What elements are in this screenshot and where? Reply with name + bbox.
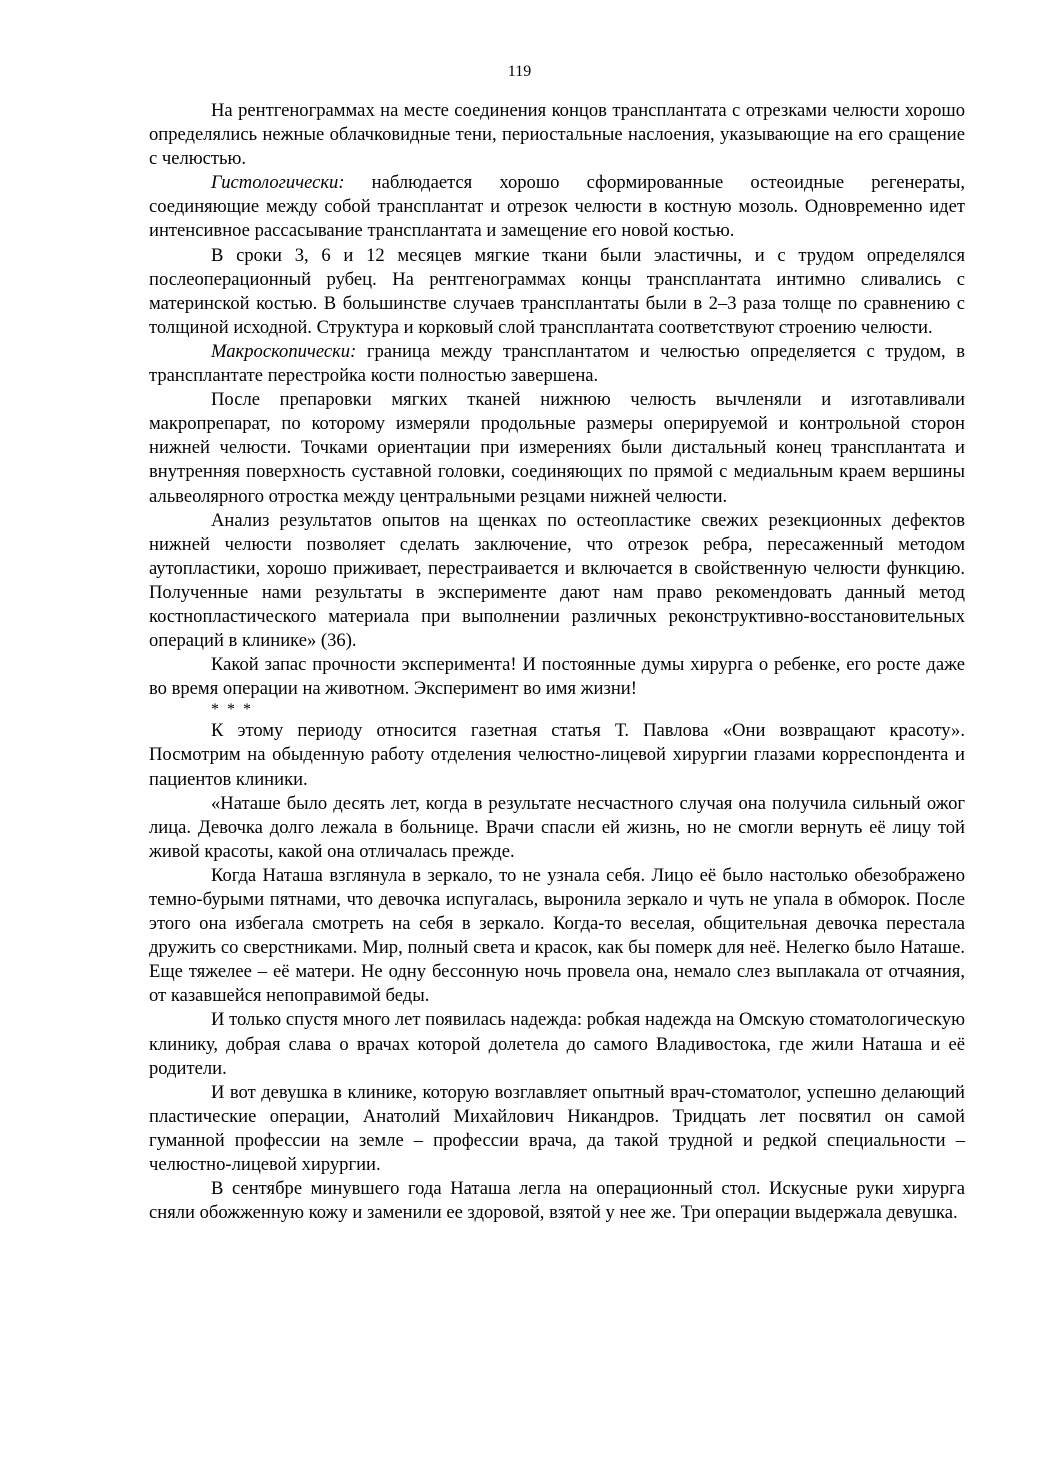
paragraph-text: граница между трансплантатом и челюстью определяется с трудом, в трансплантате перестройка кости полностью завершена. [149, 340, 965, 387]
paragraph-xray-findings [149, 99, 965, 171]
paragraph-text: На рентгенограммах на месте соединения концов трансплантата с отрезками челюсти хорошо определялись нежные облачковидные тени, периостальные наслоения, указывающие на его сращение с челюстью. [149, 100, 965, 170]
paragraph-natasha-burn [149, 792, 965, 864]
paragraph-conclusion [149, 509, 965, 654]
paragraph-macroscopy [149, 340, 965, 388]
paragraph-natasha-mirror [149, 864, 965, 1009]
paragraph-lead-italic: Макроскопически: [211, 340, 357, 362]
page-body [149, 99, 965, 1225]
paragraph-nikandrov [149, 1081, 965, 1177]
paragraph-text: И вот девушка в клинике, которую возглавляет опытный врач-стоматолог, успешно делающий пластические операции, Анатолий Михайлович Никандров. Тридцать лет посвятил он самой гуманной профессии на земле – профессии врача, да такой трудной и редкой специальности – челюстно-лицевой хирургии. [149, 1081, 965, 1176]
paragraph-hope [149, 1008, 965, 1080]
paragraph-text: Когда Наташа взглянула в зеркало, то не узнала себя. Лицо её было настолько обезображено темно-бурыми пятнами, что девочка испугалась, выронила зеркало и чуть не упала в обморок. После этого она избегала смотреть на себя в зеркало. Когда-то веселая, общительная девочка перестала дружить со сверстниками. Мир, полный света и красок, как бы померк для неё. Нелегко было Наташе. Еще тяжелее – её матери. Не одну бессонную ночь провела она, немало слез выплакала от отчаяния, от казавшейся непоправимой беды. [149, 864, 965, 1007]
paragraph-follow-up-months [149, 244, 965, 340]
paragraph-text: После препаровки мягких тканей нижнюю челюсть вычленяли и изготавливали макропрепарат, по которому измеряли продольные размеры оперируемой и контрольной сторон нижней челюсти. Точками ориентации при измерениях были дистальный конец трансплантата и внутренняя поверхность суставной головки, соединяющих по прямой с медиальным краем вершины альвеолярного отростка между центральными резцами нижней челюсти. [149, 389, 965, 507]
paragraph-text: наблюдается хорошо сформированные остеоидные регенераты, соединяющие между собой трансплантат и отрезок челюсти в костную мозоль. Одновременно идет интенсивное рассасывание трансплантата и замещение его новой костью. [149, 172, 965, 242]
paragraph-text: Какой запас прочности эксперимента! И постоянные думы хирурга о ребенке, его росте даже во время операции на животном. Эксперимент во имя жизни! [149, 654, 965, 700]
paragraph-newspaper-article [149, 719, 965, 791]
paragraph-text: В сроки 3, 6 и 12 месяцев мягкие ткани были эластичны, и с трудом определялся послеоперационный рубец. На рентгенограммах концы трансплантата интимно сливались с материнской костью. В большинстве случаев трансплантаты были в 2–3 раза толще по сравнению с толщиной исходной. Структура и корковый слой трансплантата соответствуют строению челюсти. [149, 244, 965, 338]
paragraph-text: «Наташе было десять лет, когда в результате несчастного случая она получила сильный ожог лица. Девочка долго лежала в больнице. Врачи спасли ей жизнь, но не смогли вернуть её лицу той живой красоты, какой она отличалась прежде. [149, 792, 965, 862]
paragraph-text: И только спустя много лет появилась надежда: робкая надежда на Омскую стоматологическую клинику, добрая слава о врачах которой долетела до самого Владивостока, где жили Наташа и её родители. [149, 1009, 965, 1079]
paragraph-text: В сентябре минувшего года Наташа легла на операционный стол. Искусные руки хирурга сняли обожженную кожу и заменили ее здоровой, взятой у нее же. Три операции выдержала девушка. [149, 1178, 965, 1224]
paragraph-operation [149, 1177, 965, 1225]
paragraph-macropreparation [149, 388, 965, 508]
paragraph-experiment-remark [149, 653, 965, 701]
paragraph-lead-italic: Гистологически: [211, 172, 345, 194]
paragraph-histology [149, 171, 965, 243]
page-number: 119 [507, 63, 532, 80]
paragraph-text: Анализ результатов опытов на щенках по остеопластике свежих резекционных дефектов нижней челюсти позволяет сделать заключение, что отрезок ребра, пересаженный методом аутопластики, хорошо приживает, перестраивается и включается в свойственную челюсти функцию. Полученные нами результаты в эксперименте дают нам право рекомендовать данный метод костнопластического материала при выполнении различных реконструктивно-восстановительных операций в клинике» (36). [149, 509, 965, 652]
section-separator: * * * [211, 701, 253, 719]
paragraph-text: К этому периоду относится газетная статья Т. Павлова «Они возвращают красоту». Посмотрим на обыденную работу отделения челюстно-лицевой хирургии глазами корреспондента и пациентов клиники. [149, 720, 965, 790]
